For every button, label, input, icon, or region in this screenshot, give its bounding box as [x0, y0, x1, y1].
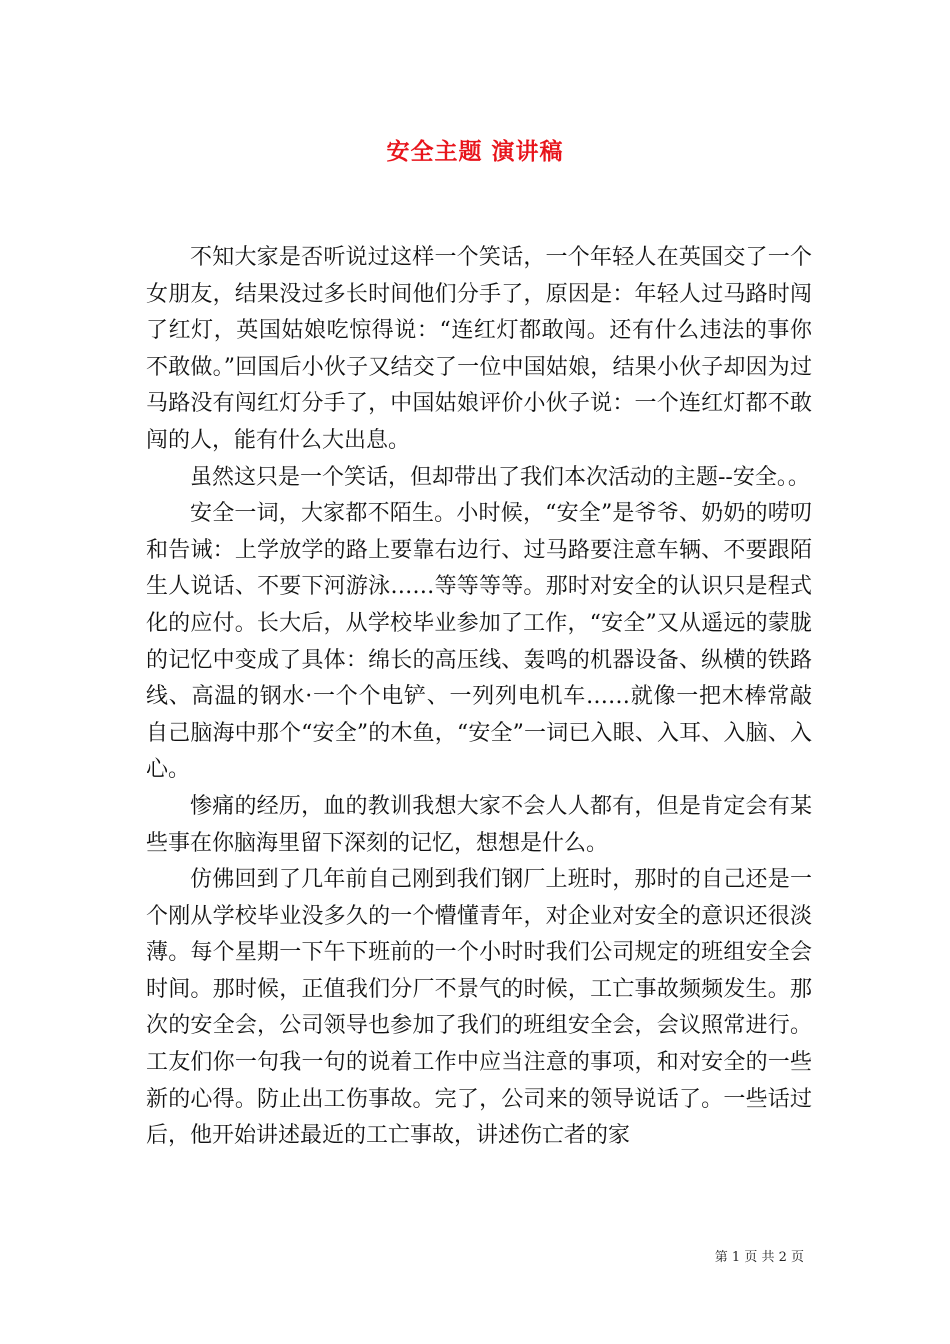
paragraph: 惨痛的经历，血的教训我想大家不会人人都有，但是肯定会有某些事在你脑海里留下深刻的记忆，想想是什么。	[146, 793, 812, 856]
paragraph: 虽然这只是一个笑话，但却带出了我们本次活动的主题--安全。。	[190, 464, 810, 490]
paragraph: 仿佛回到了几年前自己刚到我们钢厂上班时，那时的自己还是一个刚从学校毕业没多久的一个懵懂青年，对企业对安全的意识还很淡薄。每个星期一下午下班前的一个小时时我们公司规定的班组安全会时间。那时候，正值我们分厂不景气的时候，工亡事故频频发生。那次的安全会，公司领导也参加了我们的班组安全会，会议照常进行。工友们你一句我一句的说着工作中应当注意的事项，和对安全的一些新的心得。防止出工伤事故。完了，公司来的领导说话了。一些话过后，他开始讲述最近的工亡事故，讲述伤亡者的家	[146, 867, 812, 1149]
document-body	[146, 240, 812, 1155]
paragraph: 安全一词，大家都不陌生。小时候，“安全”是爷爷、奶奶的唠叨和告诫：上学放学的路上要靠右边行、过马路要注意车辆、不要跟陌生人说话、不要下河游泳……等等等等。那时对安全的认识只是程式化的应付。长大后，从学校毕业参加了工作，“安全”又从遥远的蒙胧的记忆中变成了具体：绵长的高压线、轰鸣的机器设备、纵横的铁路线、高温的钢水·一个个电铲、一列列电机车……就像一把木棒常敲自己脑海中那个“安全”的木鱼，“安全”一词已入眼、入耳、入脑、入心。	[146, 501, 812, 783]
paragraph: 不知大家是否听说过这样一个笑话，一个年轻人在英国交了一个女朋友，结果没过多长时间他们分手了，原因是：年轻人过马路时闯了红灯，英国姑娘吃惊得说：“连红灯都敢闯。还有什么违法的事你不敢做。”回国后小伙子又结交了一位中国姑娘，结果小伙子却因为过马路没有闯红灯分手了，中国姑娘评价小伙子说：一个连红灯都不敢闯的人，能有什么大出息。	[146, 245, 812, 453]
page-number-footer: 第 1 页 共 2 页	[714, 1250, 804, 1265]
document-title: 安全主题 演讲稿	[386, 138, 564, 165]
